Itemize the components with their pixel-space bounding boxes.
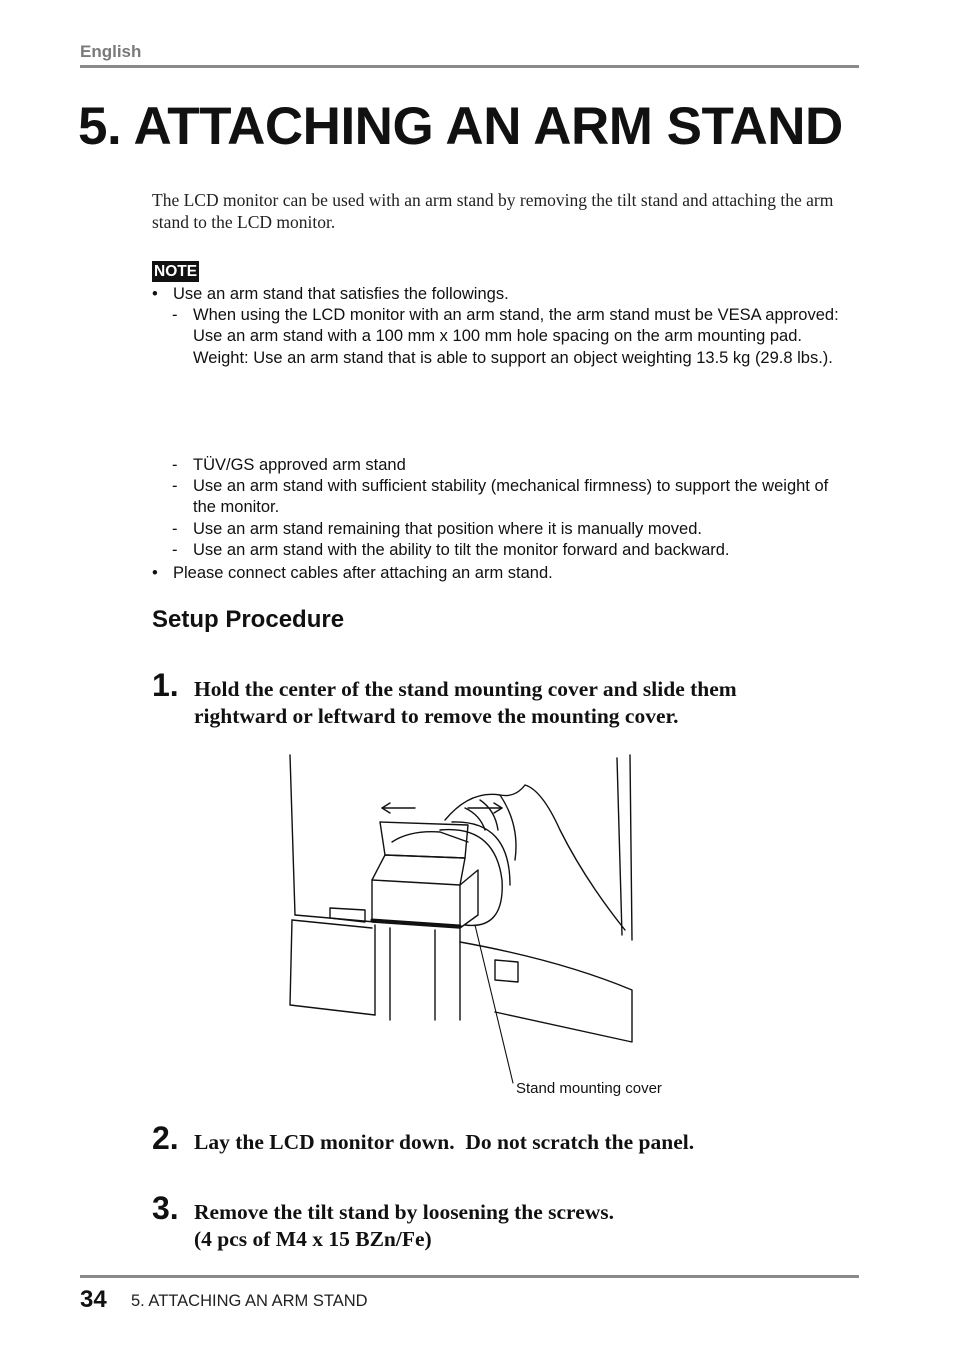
bullet-marker: •: [152, 285, 158, 303]
page-number: 34: [80, 1286, 107, 1313]
dash-marker: -: [172, 520, 178, 538]
step-number: 2.: [152, 1120, 179, 1156]
step-line: Lay the LCD monitor down. Do not scratch the panel.: [194, 1130, 695, 1154]
footer-section-title: 5. ATTACHING AN ARM STAND: [131, 1292, 368, 1310]
note-sub-line: Use an arm stand with the ability to tilt the monitor forward and backward.: [193, 541, 730, 559]
dash-marker: -: [172, 306, 178, 324]
bullet-marker: •: [152, 564, 158, 582]
note-sub-line: TÜV/GS approved arm stand: [193, 456, 406, 474]
step-text: [194, 1129, 694, 1156]
page-title: 5. ATTACHING AN ARM STAND: [78, 97, 843, 156]
step-text: [194, 1199, 614, 1253]
step-line: (4 pcs of M4 x 15 BZn/Fe): [194, 1227, 432, 1251]
note-sub-line: Use an arm stand remaining that position where it is manually moved.: [193, 520, 702, 538]
step-line: Hold the center of the stand mounting cover and slide them: [194, 677, 737, 701]
note-sub-line: Use an arm stand with sufficient stability (mechanical firmness) to support the weight of the monitor.: [193, 477, 829, 517]
note-sub-line: Weight: Use an arm stand that is able to support an object weighting 13.5 kg (29.8 lbs.).: [193, 348, 833, 367]
step-text: [194, 676, 737, 730]
dash-marker: -: [172, 477, 178, 495]
header-divider: [80, 65, 859, 68]
note-sub-line: Use an arm stand with a 100 mm x 100 mm hole spacing on the arm mounting pad.: [193, 327, 802, 346]
step-number: 3.: [152, 1190, 179, 1226]
mounting-cover-illustration: [280, 750, 680, 1100]
step-number: 1.: [152, 667, 179, 703]
note-badge: NOTE: [154, 263, 198, 280]
footer-divider: [80, 1275, 859, 1278]
step-line: rightward or leftward to remove the mounting cover.: [194, 704, 679, 728]
section-heading: Setup Procedure: [152, 606, 345, 633]
callout-label: Stand mounting cover: [516, 1080, 662, 1097]
dash-marker: -: [172, 456, 178, 474]
step-line: Remove the tilt stand by loosening the screws.: [194, 1200, 615, 1224]
note-bullet-text: Use an arm stand that satisfies the followings.: [173, 285, 509, 303]
note-bullet-text: Please connect cables after attaching an arm stand.: [173, 564, 553, 582]
monitor-left-edge: [290, 755, 295, 915]
intro-paragraph: The LCD monitor can be used with an arm stand by removing the tilt stand and attaching the arm stand to the LCD monitor.: [152, 190, 834, 232]
note-sub-line: When using the LCD monitor with an arm stand, the arm stand must be VESA approved:: [193, 306, 839, 324]
dash-marker: -: [172, 541, 178, 559]
header-language: English: [80, 42, 142, 61]
